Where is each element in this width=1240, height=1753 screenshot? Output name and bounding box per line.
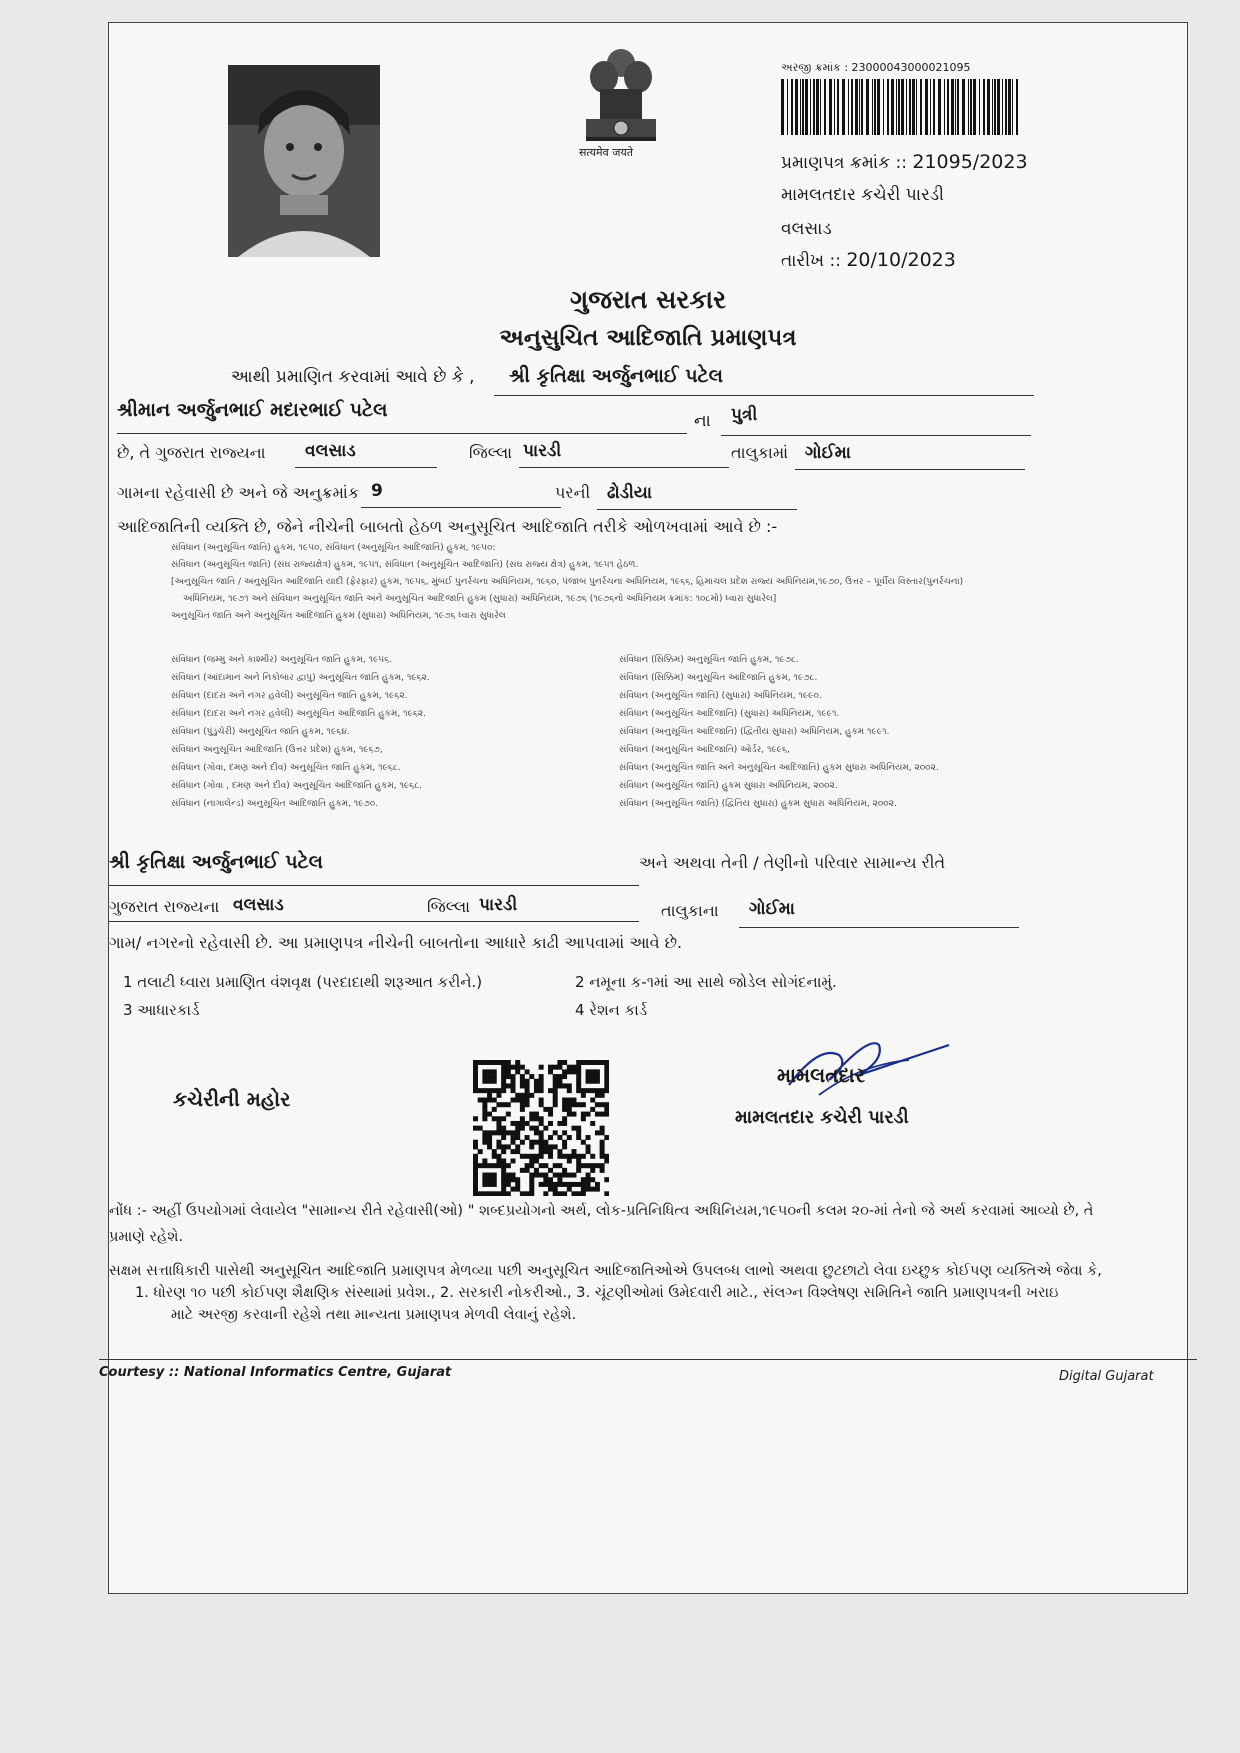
legal-right-item: સંવિધાન (અનુસૂચિત આદિજાતિ) (સુધારા) અધિનિયમ, ૧૯૯૧. (619, 709, 840, 719)
footer-brand: Digital Gujarat (1059, 1369, 1154, 1384)
tribe-name: ઢોડીયા (607, 483, 652, 503)
certificate-number: 21095/2023 (912, 151, 1028, 173)
taluka-label: તાલુકામાં (731, 443, 789, 462)
applicant-name: શ્રી કૃતિક્ષા અર્જુનભાઈ પટેલ (509, 365, 723, 387)
note-1: નોંધ :- અહીં ઉપયોગમાં લેવાયેલ "સામાન્ય રીતે રહેવાસી(ઓ) " શબ્દપ્રયોગનો અર્થ, લોક-પ્રતિનિધિત્વ અધિનિયમ,૧૯૫૦ની કલમ ૨૦-માં તેનો જે અર્થ કરવામાં આવ્યો છે, તે (109, 1203, 1094, 1219)
document-item: 1 તલાટી ધ્વારા પ્રમાણિત વંશવૃક્ષ (પરદાદાથી શરૂઆત કરીને.) (123, 973, 483, 991)
issue-date: 20/10/2023 (846, 249, 956, 271)
tribal-text: આદિજાતિની વ્યક્તિ છે, જેને નીચેની બાબતો હેઠળ અનુસૂચિત આદિજાતિ તરીકે ઓળખવામાં આવે છે :- (117, 517, 778, 536)
legal-left-item: સંવિધાન અનુસૂચિત આદિજાતિ (ઉત્તર પ્રદેશ) હુકમ, ૧૯૬૭, (171, 745, 383, 755)
legal-line: સંવિધાન (અનુસૂચિત જાતિ) (સંઘ રાજ્યક્ષેત્ર) હુકમ, ૧૯૫૧, સંવિધાન (અનુસૂચિત આદિજાતિ) (સંઘ રાજ્ય ક્ષેત્ર) હુકમ, ૧૯૫૧ હેઠળ. (171, 560, 639, 570)
basis-text: ગામ/ નગરનો રહેવાસી છે. આ પ્રમાણપત્ર નીચેની બાબતોના આધારે કાઢી આપવામાં આવે છે. (109, 933, 683, 952)
government-title: ગુજરાત સરકાર (569, 285, 727, 314)
state-text: છે, તે ગુજરાત રાજ્યના (117, 443, 266, 462)
legal-right-item: સંવિધાન (સિક્કિમ) અનુસૂચિત આદિજાતિ હુકમ, ૧૯૭૮. (619, 673, 818, 683)
emblem-motto: सत्यमेव जयते (579, 146, 634, 159)
state-text-2: ગુજરાત રાજ્યના (109, 897, 220, 916)
applicant-name-2: શ્રી કૃતિક્ષા અર્જુનભાઈ પટેલ (109, 851, 323, 873)
signatory-title: મામલતદાર (777, 1063, 865, 1087)
family-text: અને અથવા તેની / તેણીનો પરિવાર સામાન્ય રીતે (639, 853, 946, 872)
qr-code[interactable] (473, 1060, 609, 1196)
national-emblem (576, 41, 666, 161)
signatory-office: મામલતદાર કચેરી પારડી (735, 1107, 909, 1128)
taluka-value: પારડી (523, 441, 562, 461)
serial-number: 9 (371, 481, 383, 501)
legal-left-item: સંવિધાન (આંદામાન અને નિકોબાર દ્વાપુ) અનુસૂચિત જાતિ હુકમ, ૧૯૬૨. (171, 673, 430, 683)
legal-right-item: સંવિધાન (અનુસૂચિત આદિજાતિ) ઓર્ડર, ૧૯૯૬, (619, 745, 790, 755)
district-label: જિલ્લા (469, 443, 513, 462)
taluka-label-2: તાલુકાના (661, 901, 719, 920)
barcode (779, 79, 1021, 135)
na-text: ના (694, 411, 711, 431)
legal-line: સંવિધાન (અનુસૂચિત જાતિ) હુકમ, ૧૯૫૦, સંવિધાન (અનુસૂચિત આદિજાતિ) હુકમ, ૧૯૫૦: (171, 543, 496, 553)
issuing-office: મામલતદાર કચેરી પારડી (781, 185, 944, 205)
note-2: સક્ષમ સત્તાધિકારી પાસેથી અનુસૂચિત આદિજાતિ પ્રમાણપત્ર મેળવ્યા પછી અનુસૂચિત આદિજાતિઓએ ઉપલબ્ધ લાભો અથવા છુટછાટો લેવા ઇચ્છુક કોઈપણ વ્યક્તિએ જેવા કે, (109, 1263, 1102, 1279)
legal-line: અધિનિયમ, ૧૯૭૧ અને સંવિધાન અનુસૂચિત જાતિ અને અનુસૂચિત આદિજાતિ હુકમ (સુધારા) અધિનિયમ, ૧૯૭૬ (૧૯૭૬નો અધિનિયમ ક્રમાંક: ૧૦૮મો) ધ્વારા સુધારેલ] (183, 594, 777, 604)
parent-name: શ્રીમાન અર્જુનભાઈ મદારભાઈ પટેલ (117, 399, 388, 421)
legal-left-item: સંવિધાન (પુંડુચેરી) અનુસૂચિત જાતિ હુકમ, ૧૯૬૪. (171, 727, 350, 737)
village-value: ગોઈમા (805, 443, 851, 463)
legal-left-item: સંવિધાન (નાગાલેન્ડ) અનુસૂચિત આદિજાતિ હુકમ, ૧૯૭૦. (171, 799, 379, 809)
district-value: વલસાડ (305, 441, 356, 461)
legal-right-item: સંવિધાન (સિક્કિમ) અનુસૂચિત જાતિ હુકમ, ૧૯૭૮. (619, 655, 799, 665)
applicant-photo (228, 65, 380, 257)
certify-text: આથી પ્રમાણિત કરવામાં આવે છે કે , (231, 367, 475, 387)
issuing-district: વલસાડ (781, 219, 832, 239)
legal-left-item: સંવિધાન (દાદરા અને નગર હવેલી) અનુસૂચિત આદિજાતિ હુકમ, ૧૯૬૨. (171, 709, 427, 719)
note-1-cont: પ્રમાણે રહેશે. (109, 1229, 184, 1245)
certificate-title: અનુસુચિત આદિજાતિ પ્રમાણપત્ર (499, 325, 797, 351)
note-2-cont: માટે અરજી કરવાની રહેશે તથા માન્યતા પ્રમાણપત્ર મેળવી લેવાનું રહેશે. (171, 1307, 577, 1323)
legal-right-item: સંવિધાન (અનુસૂચિત જાતિ) હુકમ સુધારા અધિનિયમ, ૨૦૦૨. (619, 781, 838, 791)
date-row (781, 249, 956, 271)
document-item: 4 રેશન કાર્ડ (575, 1001, 648, 1019)
date-label: તારીખ :: (781, 251, 841, 271)
office-seal-label: કચેરીની મહોર (173, 1087, 291, 1111)
legal-right-item: સંવિધાન (અનુસૂચિત જાતિ) (સુધારા) અધિનિયમ, ૧૯૯૦. (619, 691, 822, 701)
certificate-number-label: પ્રમાણપત્ર ક્રમાંક :: (781, 153, 907, 173)
legal-line: અનુસૂચિત જાતિ અને અનુસૂચિત આદિજાતિ હુકમ (સુધારા) અધિનિયમ, ૧૯૭૬ ધ્વારા સુધારેલ (171, 611, 506, 621)
document-item: 2 નમૂના ક-૧માં આ સાથે જોડેલ સોગંદનામું. (575, 973, 837, 991)
relation: પુત્રી (731, 405, 758, 425)
legal-right-item: સંવિધાન (અનુસૂચિત જાતિ અને અનુસૂચિત આદિજાતિ) હુકમ સુધારા અધિનિયમ, ૨૦૦૨. (619, 763, 939, 773)
legal-left-item: સંવિધાન (જમ્મુ અને કાશ્મીર) અનુસૂચિત જાતિ હુકમ, ૧૯૫૬. (171, 655, 393, 665)
application-number: અરજી ક્રમાંક : 23000043000021095 (781, 61, 971, 74)
district-value-2: વલસાડ (233, 895, 284, 915)
parni-text: પરની (555, 483, 591, 502)
legal-left-item: સંવિધાન (ગોવા, દમણ અને દીવ) અનુસૂચિત જાતિ હુકમ, ૧૯૬૮. (171, 763, 401, 773)
note-2-items: 1. ધોરણ ૧૦ પછી કોઈપણ શૈક્ષણિક સંસ્થામાં પ્રવેશ., 2. સરકારી નોકરીઓ., 3. ચૂંટણીઓમાં ઉમેદવારી માટે., સંલગ્ન વિશ્લેષણ સમિતિને જાતિ પ્રમાણપત્રની ખરાઇ (135, 1285, 1059, 1301)
footer-courtesy: Courtesy :: National Informatics Centre, Gujarat (99, 1365, 452, 1380)
certificate-number-row (781, 151, 1028, 173)
legal-left-item: સંવિધાન (દાદરા અને નગર હવેલી) અનુસૂચિત જાતિ હુકમ, ૧૯૬૨. (171, 691, 408, 701)
certificate-page (99, 22, 1188, 1594)
taluka-value-2: પારડી (479, 895, 518, 915)
legal-left-item: સંવિધાન (ગોવા , દમણ અને દીવ) અનુસૂચિત આદિજાતિ હુકમ, ૧૯૬૮. (171, 781, 423, 791)
legal-line: [અનુસૂચિત જાતિ / અનુસૂચિત આદિજાતિ યાદી (ફેરફાર) હુકમ, ૧૯૫૬, મુંબઈ પુનર્રચના અધિનિયમ, ૧૯૬૦, પંજાબ પુનર્રચના અધિનિયમ, ૧૯૬૬, હિમાચલ પ્રદેશ રાજ્ય અધિનિયમ,૧૯૭૦, ઉત્તર – પૂર્વીય વિસ્તાર(પુનર્રચના) (171, 577, 964, 587)
village-value-2: ગોઈમા (749, 899, 795, 919)
legal-right-item: સંવિધાન (અનુસૂચિત આદિજાતિ) (દ્વિતીય સુધારા) અધિનિયમ, હુકમ ૧૯૯૧. (619, 727, 890, 737)
district-label-2: જિલ્લા (427, 897, 471, 916)
document-item: 3 આધારકાર્ડ (123, 1001, 200, 1019)
resident-text: ગામના રહેવાસી છે અને જે અનુક્રમાંક (117, 483, 360, 502)
legal-right-item: સંવિધાન (અનુસૂચિત જાતિ) (દ્વિતિય સુધારા) હુકમ સુધારા અધિનિયમ, ૨૦૦૨. (619, 799, 897, 809)
